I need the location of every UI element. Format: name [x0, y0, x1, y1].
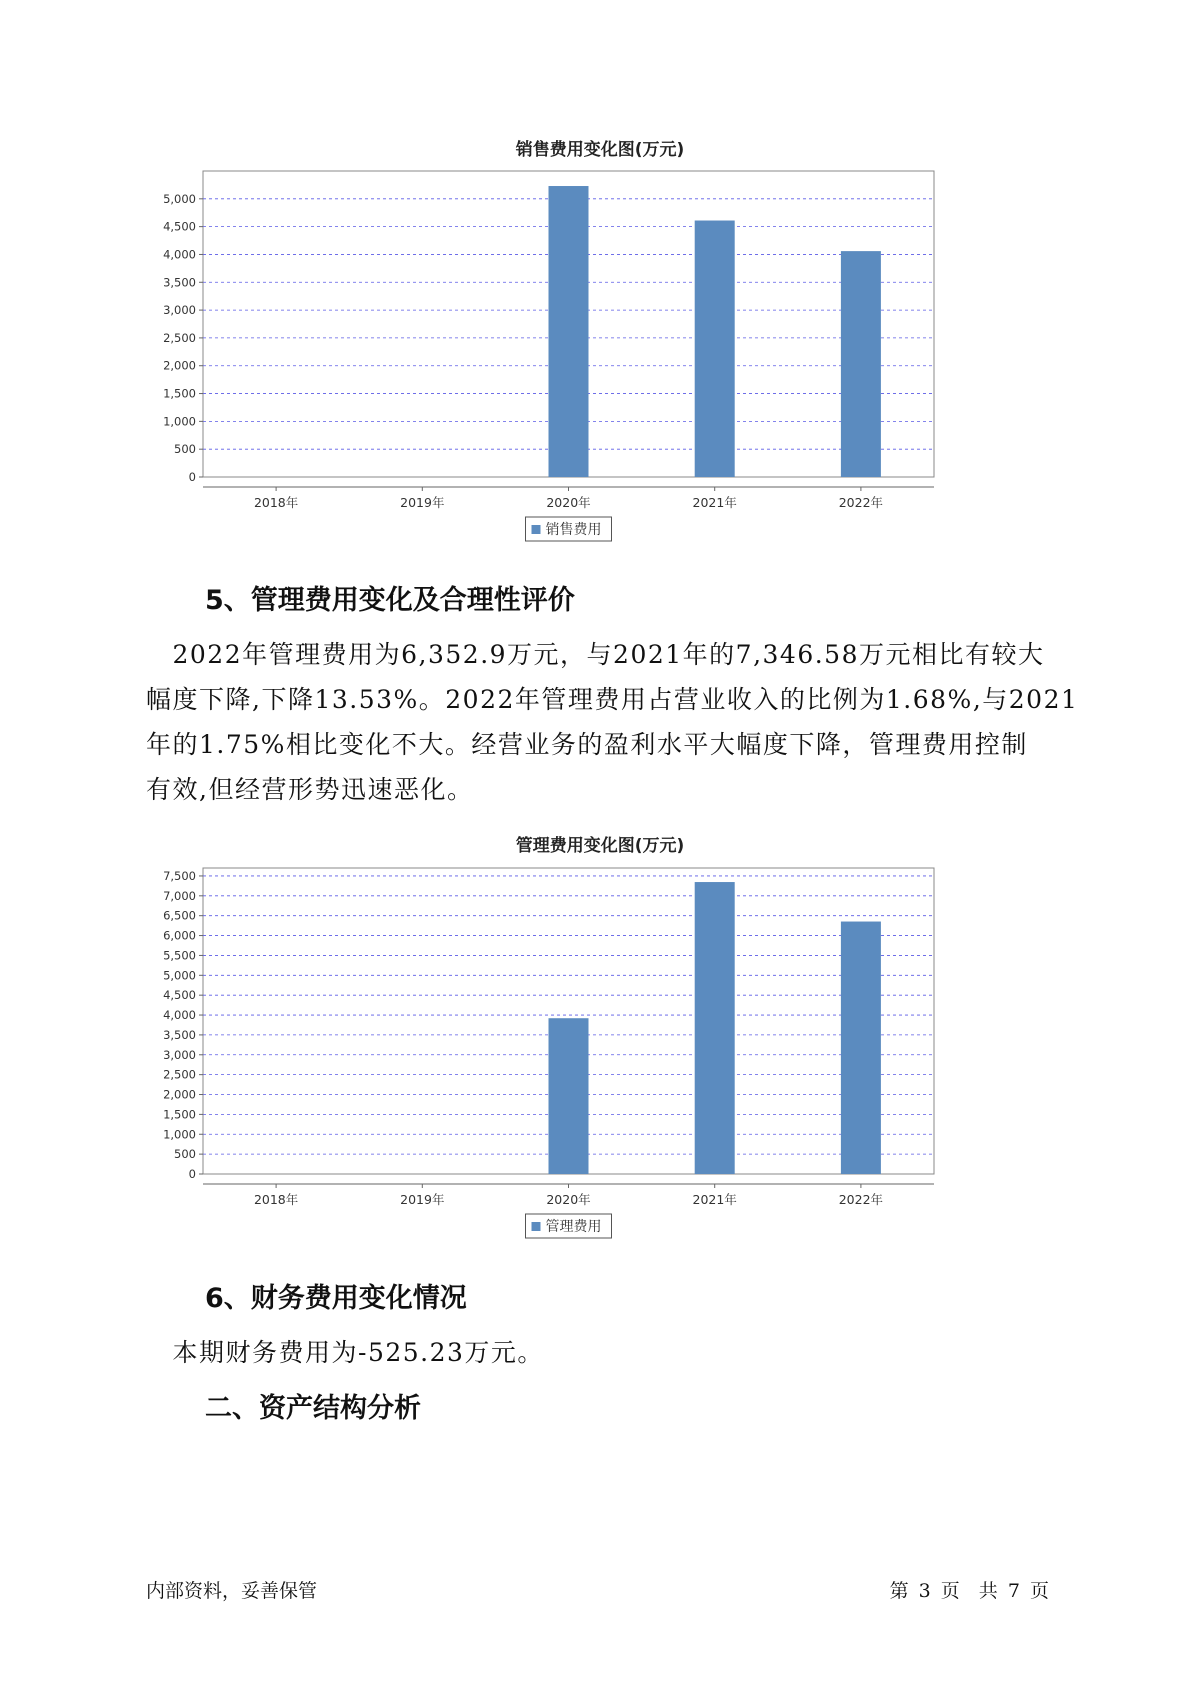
y-tick-label: 2,500 [163, 1067, 196, 1082]
admin-expense-chart-svg [150, 826, 1050, 1246]
legend-swatch [532, 1222, 541, 1231]
y-tick-label: 1,000 [163, 414, 196, 429]
y-tick-label: 1,000 [163, 1127, 196, 1142]
y-tick-label: 1,500 [163, 386, 196, 401]
y-tick-label: 4,000 [163, 1008, 196, 1023]
admin-expense-paragraph [146, 632, 1079, 812]
bar [695, 882, 735, 1174]
y-tick-label: 0 [188, 1167, 196, 1181]
y-tick-label: 1,500 [163, 1107, 196, 1122]
y-tick-label: 500 [174, 1147, 196, 1162]
bar [549, 186, 589, 477]
x-tick-label: 2018年 [253, 495, 299, 510]
x-tick-label: 2022年 [838, 1192, 884, 1207]
page-prefix: 第 [889, 1580, 909, 1602]
section-heading-admin-expense: 5、管理费用变化及合理性评价 [205, 585, 575, 616]
y-tick-label: 5,500 [163, 948, 196, 963]
paragraph-line: 本期财务费用为-525.23万元。 [146, 1338, 544, 1367]
legend-label: 销售费用 [545, 522, 602, 538]
bar [841, 251, 881, 477]
paragraph-line: 有效,但经营形势迅速恶化。 [146, 775, 474, 804]
x-tick-label: 2021年 [692, 1192, 737, 1207]
footer-confidential-note: 内部资料，妥善保管 [146, 1580, 318, 1602]
y-tick-label: 2,500 [163, 330, 196, 345]
y-tick-label: 3,000 [163, 303, 196, 318]
chart-title: 管理费用变化图(万元) [515, 836, 685, 856]
page-number: 3 [918, 1580, 931, 1602]
y-tick-label: 2,000 [163, 1087, 196, 1102]
sales-expense-chart [150, 130, 1050, 550]
y-tick-label: 6,500 [163, 908, 196, 923]
y-tick-label: 7,500 [163, 868, 196, 883]
finance-expense-text [146, 1330, 1058, 1375]
paragraph-line: 年的1.75%相比变化不大。经营业务的盈利水平大幅度下降，管理费用控制 [146, 730, 1028, 759]
bar [695, 221, 735, 477]
section-heading-asset-structure: 二、资产结构分析 [205, 1393, 421, 1424]
x-tick-label: 2022年 [838, 495, 884, 510]
page-suffix: 页 [1029, 1580, 1049, 1602]
x-tick-label: 2021年 [692, 495, 737, 510]
x-tick-label: 2018年 [253, 1192, 299, 1207]
chart-title: 销售费用变化图(万元) [515, 140, 685, 160]
page-total: 7 [1007, 1580, 1020, 1602]
y-tick-label: 5,000 [163, 191, 196, 206]
bar [549, 1018, 589, 1174]
x-tick-label: 2020年 [546, 1192, 591, 1207]
x-tick-label: 2019年 [400, 1192, 445, 1207]
x-tick-label: 2020年 [546, 495, 591, 510]
page-mid: 页 共 [940, 1580, 998, 1602]
y-tick-label: 4,000 [163, 247, 196, 262]
y-tick-label: 7,000 [163, 888, 196, 903]
y-tick-label: 500 [174, 442, 196, 457]
y-tick-label: 3,000 [163, 1047, 196, 1062]
y-tick-label: 3,500 [163, 275, 196, 290]
y-tick-label: 6,000 [163, 928, 196, 943]
paragraph-line: 2022年管理费用为6,352.9万元，与2021年的7,346.58万元相比有较大 [146, 640, 1045, 669]
bar [841, 922, 881, 1174]
y-tick-label: 4,500 [163, 988, 196, 1003]
admin-expense-chart [150, 826, 1050, 1246]
y-tick-label: 2,000 [163, 358, 196, 373]
section-heading-finance-expense: 6、财务费用变化情况 [205, 1283, 467, 1314]
sales-expense-chart-svg [150, 130, 1050, 550]
legend-label: 管理费用 [545, 1219, 602, 1235]
legend-swatch [532, 525, 541, 534]
x-tick-label: 2019年 [400, 495, 445, 510]
y-tick-label: 3,500 [163, 1027, 196, 1042]
y-tick-label: 0 [188, 470, 196, 484]
y-tick-label: 4,500 [163, 219, 196, 234]
footer-page-number [888, 1576, 1051, 1603]
paragraph-line: 幅度下降,下降13.53%。2022年管理费用占营业收入的比例为1.68%,与2021 [146, 685, 1079, 714]
y-tick-label: 5,000 [163, 968, 196, 983]
